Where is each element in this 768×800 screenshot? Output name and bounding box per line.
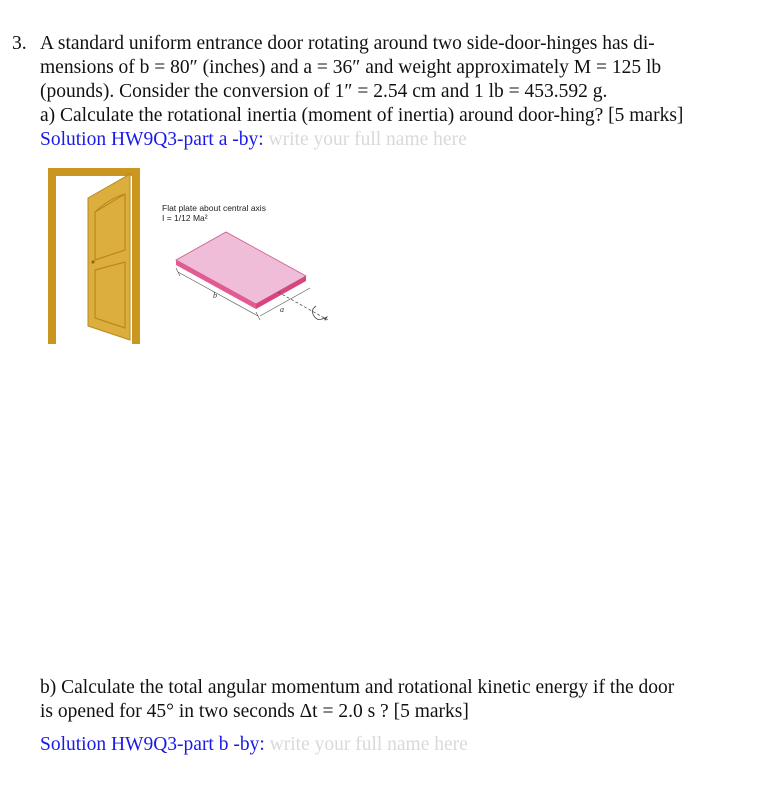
dimension-b-label: b [213, 291, 217, 300]
solution-b-label: Solution HW9Q3-part b -by: [40, 734, 265, 755]
solution-b-line [40, 733, 748, 757]
question-number: 3. [12, 33, 27, 54]
part-a-text: a) Calculate the rotational inertia (moment of inertia) around door-hing? [5 marks] [40, 105, 684, 126]
plate-caption-formula: I = 1/12 Ma² [162, 213, 208, 223]
solution-a-line [40, 128, 748, 152]
solution-a-name-field[interactable]: write your full name here [268, 129, 467, 150]
solution-a-label: Solution HW9Q3-part a -by: [40, 129, 264, 150]
question-text [40, 32, 748, 152]
part-b-text [40, 676, 748, 724]
question-line: A standard uniform entrance door rotating around two side-door-hinges has di- [40, 33, 655, 54]
dimension-a-label: a [280, 305, 284, 314]
solution-b-name-field[interactable]: write your full name here [269, 734, 468, 755]
door-illustration [48, 168, 140, 344]
question-line: (pounds). Consider the conversion of 1″ = 2.54 cm and 1 lb = 453.592 g. [40, 81, 608, 102]
part-b-line: is opened for 45° in two seconds Δt = 2.0 s ? [5 marks] [40, 701, 469, 722]
question-line: mensions of b = 80″ (inches) and a = 36″ and weight approximately M = 125 lb [40, 57, 662, 78]
part-b-line: b) Calculate the total angular momentum and rotational kinetic energy if the door [40, 677, 675, 698]
plate-caption [162, 203, 266, 223]
plate-caption-title: Flat plate about central axis [162, 203, 266, 213]
